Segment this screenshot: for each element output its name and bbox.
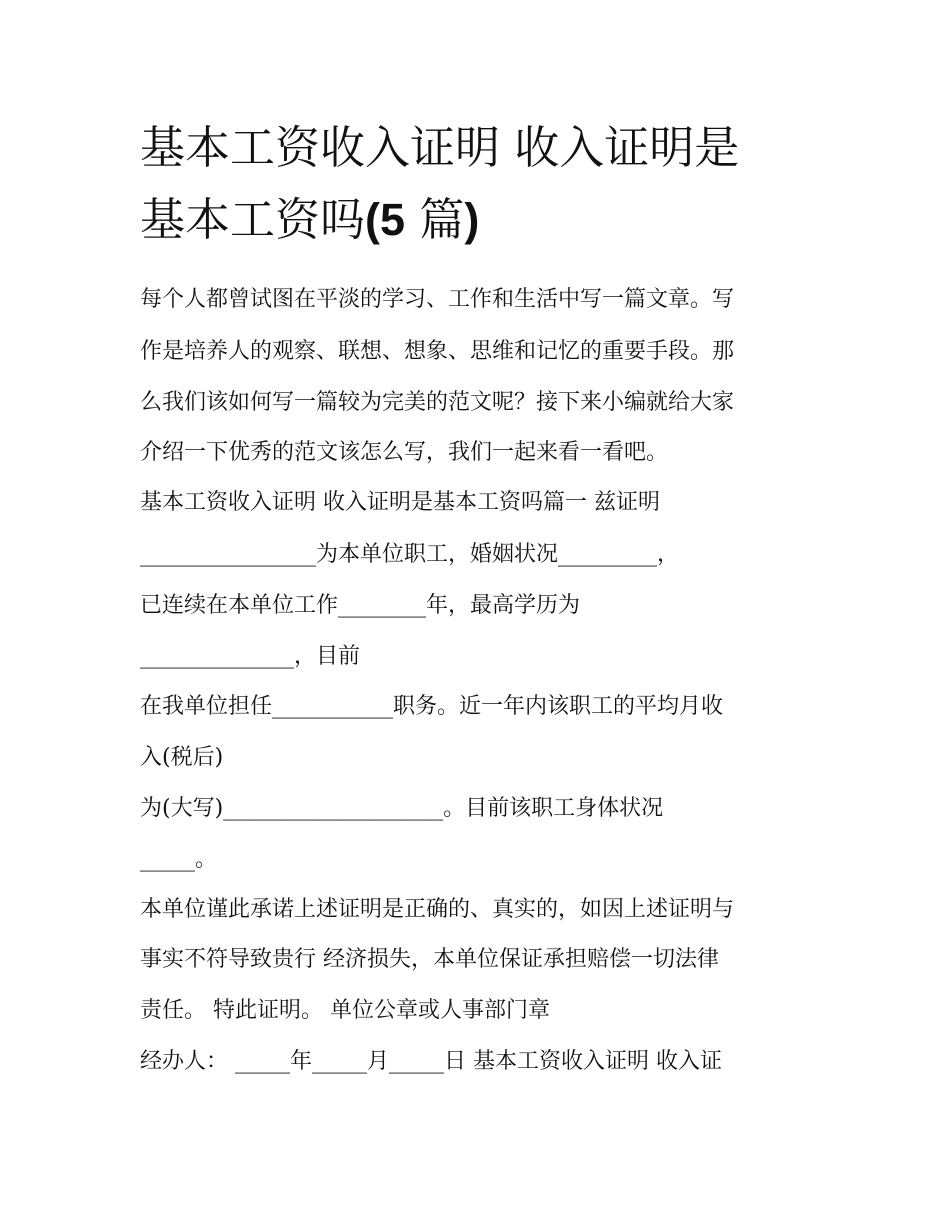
body-line-5: 基本工资收入证明 收入证明是基本工资吗篇一 兹证明 [140,490,660,515]
body-line-8: ______________，目前 [140,644,361,669]
body-line-14: 事实不符导致贵行 经济损失，本单位保证承担赔偿一切法律 [140,947,719,972]
title-line-1: 基本工资收入证明 收入证明是 [140,121,740,174]
body-line-4: 介绍一下优秀的范文该怎么写，我们一起来看一看吧。 [140,440,669,465]
title-line-2-mid: 篇 [405,193,465,246]
body-line-13: 本单位谨此承诺上述证明是正确的、真实的，如因上述证明与 [140,897,735,922]
body-line-1: 每个人都曾试图在平淡的学习、工作和生活中写一篇文章。写 [140,287,735,312]
title-line-2-end: ) [464,194,480,245]
body-line-10: 入(税后) [140,745,224,770]
body-line-12: _____。 [140,847,218,872]
title-line-2-number: (5 [365,194,406,245]
body-line-15: 责任。 特此证明。 单位公章或人事部门章 [140,998,550,1023]
body-line-16: 经办人： _____年_____月_____日 基本工资收入证明 收入证 [140,1049,722,1074]
body-line-2: 作是培养人的观察、联想、想象、思维和记忆的重要手段。那 [140,339,735,364]
title-line-2 [140,184,840,256]
body-line-3: 么我们该如何写一篇较为完美的范文呢？接下来小编就给大家 [140,390,735,415]
title-line-2-prefix: 基本工资吗 [140,193,366,246]
page-title [140,112,840,256]
body-line-7: 已连续在本单位工作________年，最高学历为 [140,593,581,618]
body-line-6: ________________为本单位职工，婚姻状况_________， [140,542,680,567]
body-line-9: 在我单位担任___________职务。近一年内该职工的平均月收 [140,694,724,719]
body-line-11: 为(大写)____________________。目前该职工身体状况 [140,796,664,821]
